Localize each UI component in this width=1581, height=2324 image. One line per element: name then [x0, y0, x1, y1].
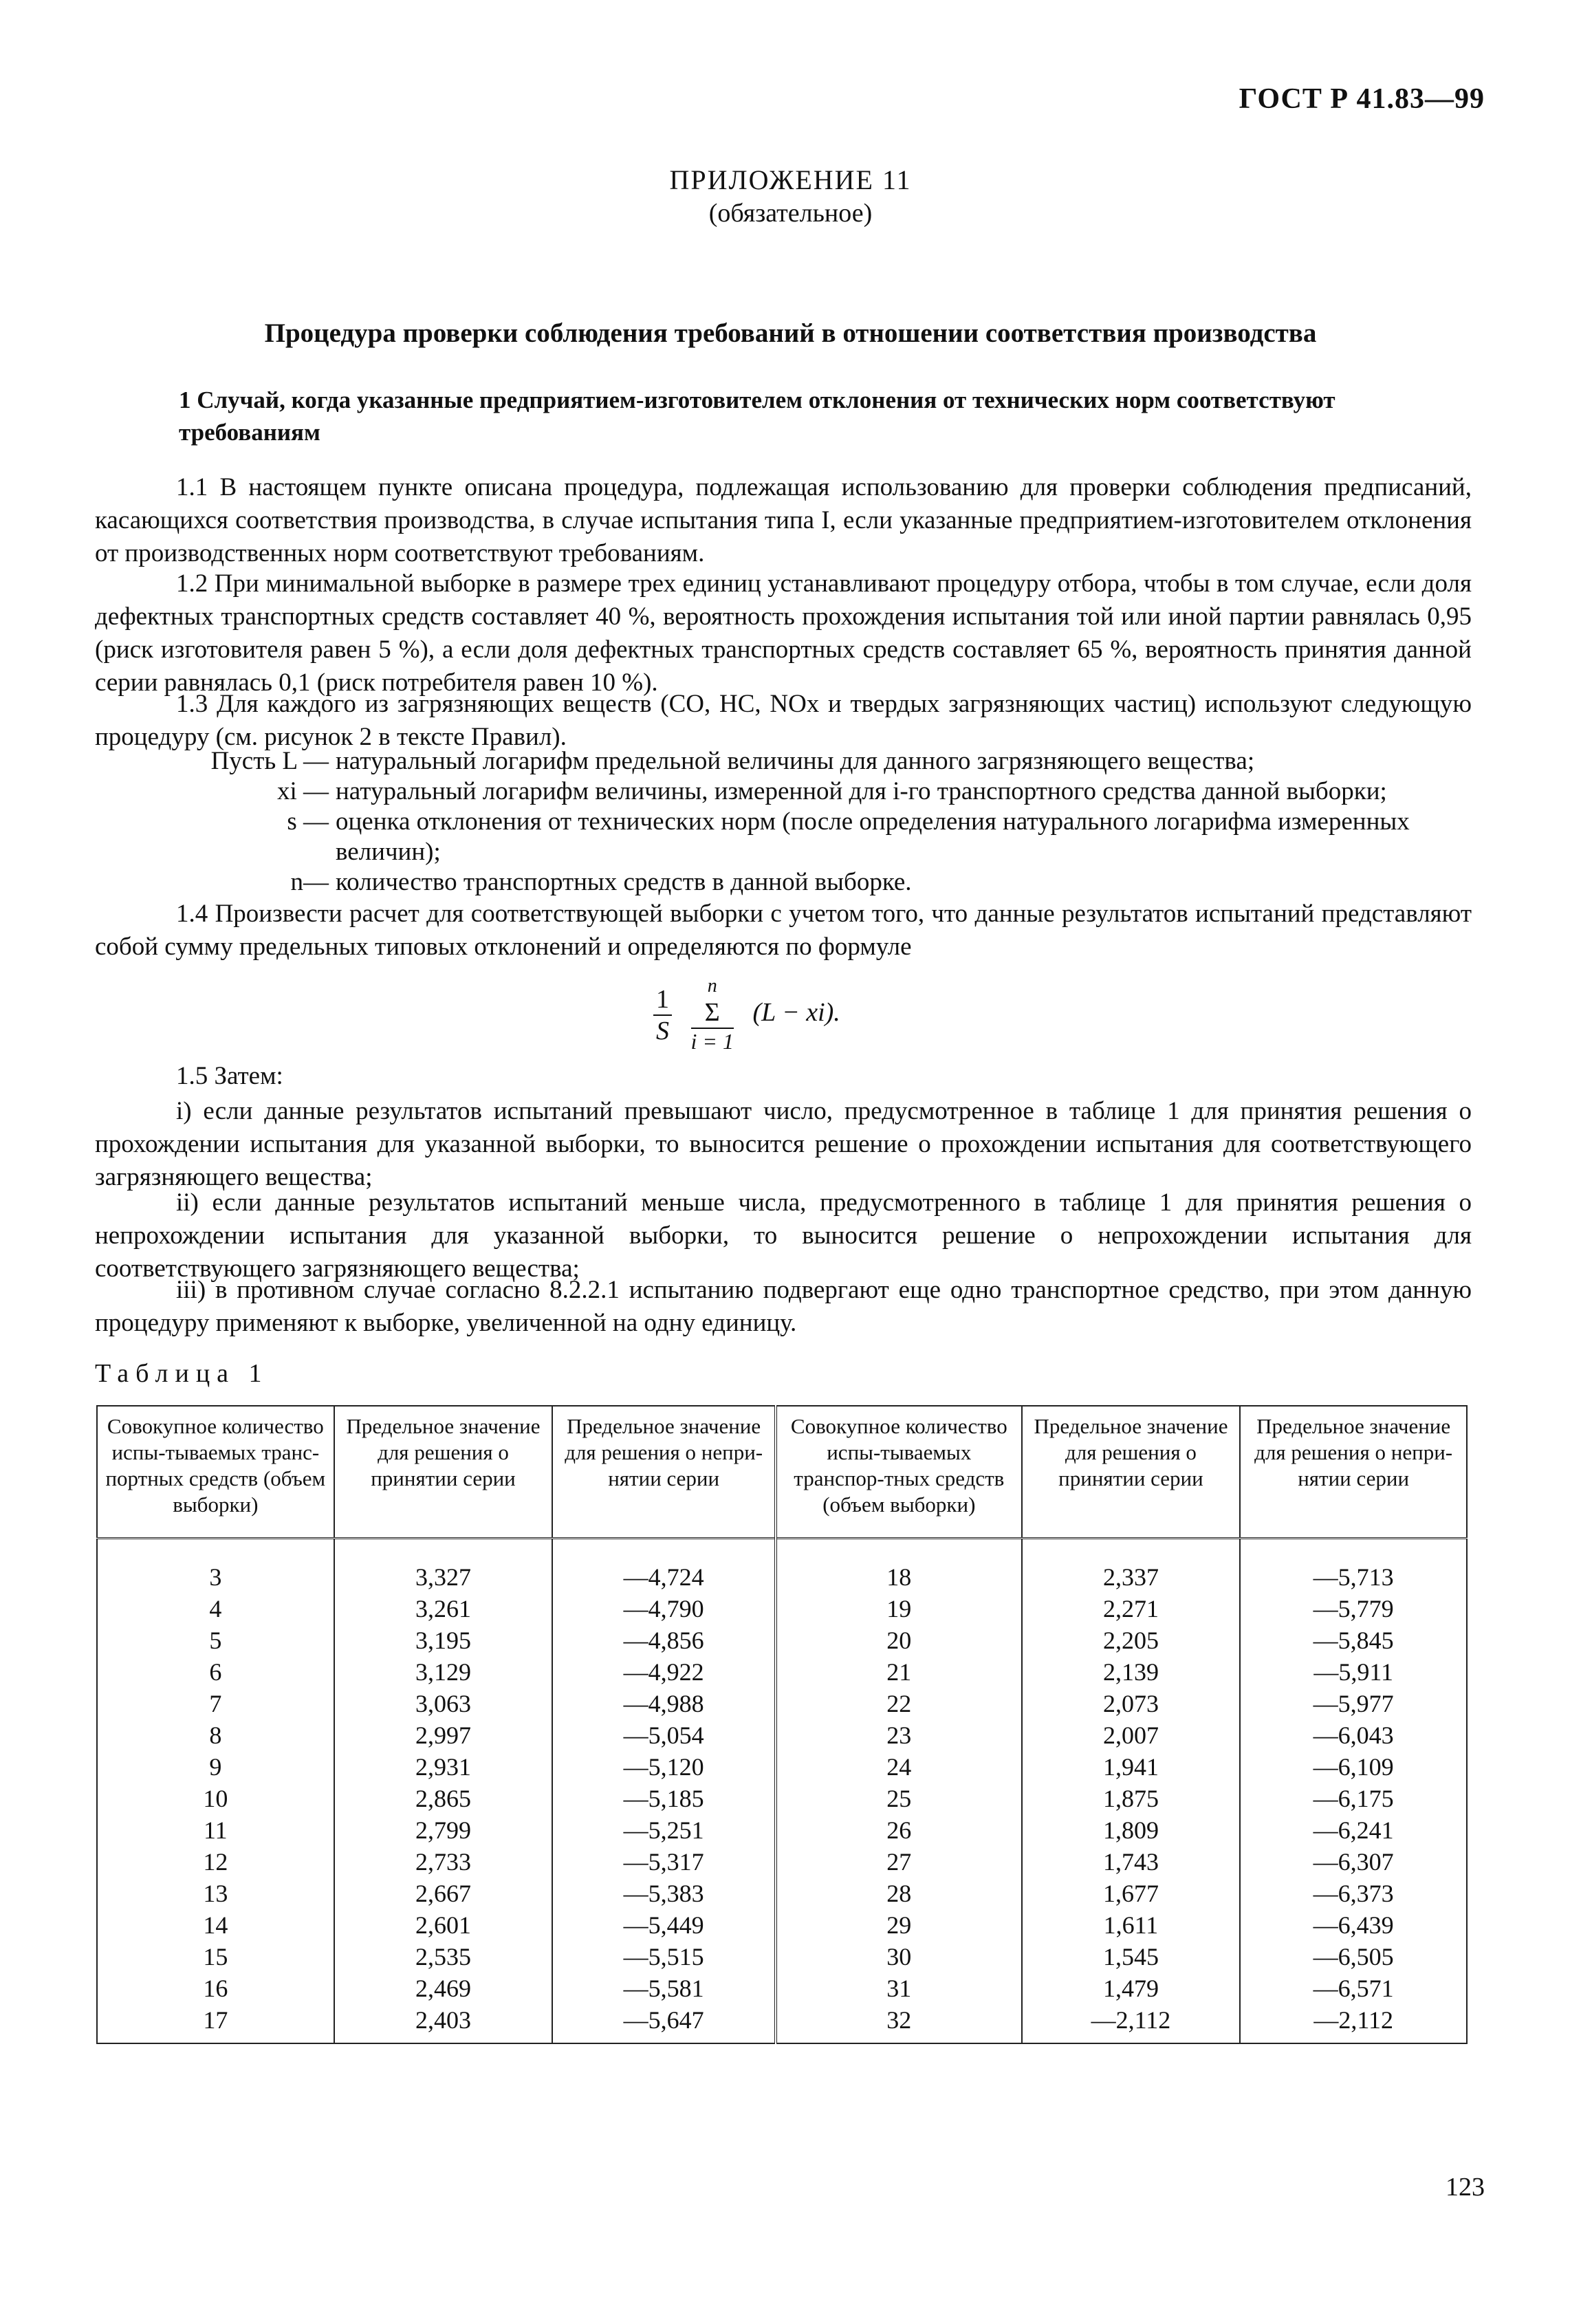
- formula-body: (L − xi).: [752, 998, 840, 1028]
- table-cell: —4,856: [552, 1625, 776, 1656]
- table-cell: 6: [97, 1656, 334, 1688]
- table-cell: 23: [776, 1719, 1022, 1751]
- definition-row: [95, 807, 1472, 867]
- limits-table: [96, 1405, 1468, 2044]
- table-cell: 22: [776, 1688, 1022, 1719]
- table-row: [97, 1688, 1467, 1719]
- table-cell: 12: [97, 1846, 334, 1878]
- table-cell: 14: [97, 1909, 334, 1941]
- paragraph-1-5: 1.5 Затем:: [176, 1062, 283, 1090]
- table-cell: 7: [97, 1688, 334, 1719]
- column-header: Совокупное количество испы-тываемых транс-портных средств (объем выборки): [97, 1406, 334, 1539]
- definitions-list: [95, 746, 1472, 898]
- table-cell: —5,449: [552, 1909, 776, 1941]
- table-cell: 1,611: [1022, 1909, 1241, 1941]
- formula-numerator: 1: [653, 984, 672, 1016]
- definition-term: n—: [290, 868, 329, 896]
- sum-formula: [653, 975, 840, 1054]
- table-cell: 28: [776, 1878, 1022, 1909]
- definition-term: xi —: [276, 777, 329, 805]
- table-cell: —5,647: [552, 2004, 776, 2043]
- definition-row: [95, 867, 1472, 898]
- table-row: [97, 1625, 1467, 1656]
- table-cell: —2,112: [1240, 2004, 1467, 2043]
- table-cell: —6,109: [1240, 1751, 1467, 1783]
- table-cell: 2,205: [1022, 1625, 1241, 1656]
- table-cell: —4,790: [552, 1593, 776, 1625]
- table-cell: 20: [776, 1625, 1022, 1656]
- definition-desc: натуральный логарифм величины, измеренной для i-го транспортного средства данной выборки;: [336, 777, 1387, 805]
- column-header: Предельное значение для решения о принятии серии: [334, 1406, 553, 1539]
- paragraph-1-2: 1.2 При минимальной выборке в размере трех единиц устанавливают процедуру отбора, чтобы в том случае, если доля дефектных транспортных средств составляет 40 %, вероятность прохождения испытания той или иной партии равнялась 0,95 (риск изготовителя равен 5 %), а если доля дефектных транспортных средств составляет 65 %, вероятность принятия данной серии равнялась 0,1 (риск потребителя равен 10 %).: [95, 569, 1472, 697]
- table-cell: 3,063: [334, 1688, 553, 1719]
- table-row: [97, 2004, 1467, 2043]
- table-row: [97, 1941, 1467, 1973]
- definition-term: s —: [287, 807, 329, 836]
- table-cell: 1,479: [1022, 1973, 1241, 2004]
- table-cell: 21: [776, 1656, 1022, 1688]
- table-row: [97, 1846, 1467, 1878]
- table-cell: 2,799: [334, 1814, 553, 1846]
- formula-sum-symbol: Σ: [691, 997, 734, 1029]
- definition-term: Пусть L —: [210, 747, 329, 775]
- table-cell: 2,865: [334, 1783, 553, 1814]
- table-cell: —5,779: [1240, 1593, 1467, 1625]
- table-cell: —5,383: [552, 1878, 776, 1909]
- table-row: [97, 1973, 1467, 2004]
- table-cell: —2,112: [1022, 2004, 1241, 2043]
- definition-desc: оценка отклонения от технических норм (после определения натурального логарифма измеренных величин);: [336, 807, 1410, 866]
- definition-row: [95, 777, 1472, 807]
- table-header-row: [97, 1406, 1467, 1539]
- table-cell: —4,922: [552, 1656, 776, 1688]
- table-cell: 31: [776, 1973, 1022, 2004]
- table-row: [97, 1751, 1467, 1783]
- table-cell: —4,724: [552, 1539, 776, 1594]
- table-cell: 2,667: [334, 1878, 553, 1909]
- table-cell: 10: [97, 1783, 334, 1814]
- column-header: Предельное значение для решения о непри-нятии серии: [552, 1406, 776, 1539]
- table-cell: —4,988: [552, 1688, 776, 1719]
- table-cell: 3,327: [334, 1539, 553, 1594]
- table-cell: —6,505: [1240, 1941, 1467, 1973]
- table-cell: —5,977: [1240, 1688, 1467, 1719]
- table-cell: 1,545: [1022, 1941, 1241, 1973]
- table-cell: 18: [776, 1539, 1022, 1594]
- table-cell: 29: [776, 1909, 1022, 1941]
- table-cell: —5,185: [552, 1783, 776, 1814]
- table-body: [97, 1539, 1467, 2044]
- paragraph-1-4: 1.4 Произвести расчет для соответствующей выборки с учетом того, что данные результатов испытаний представляют собой сумму предельных типовых отклонений и определяются по формуле: [95, 900, 1472, 961]
- paragraph-1-1: 1.1 В настоящем пункте описана процедура, подлежащая использованию для проверки соблюдения предписаний, касающихся соответствия производства, в случае испытания типа I, если указанные предприятием-изготовителем отклонения от производственных норм соответствуют требованиям.: [95, 473, 1472, 567]
- formula-fraction: [653, 984, 672, 1046]
- table-row: [97, 1909, 1467, 1941]
- table-cell: 3,261: [334, 1593, 553, 1625]
- table-row: [97, 1878, 1467, 1909]
- table-cell: 4: [97, 1593, 334, 1625]
- paragraph-1-3: 1.3 Для каждого из загрязняющих веществ (СО, НС, NOx и твердых загрязняющих частиц) используют следующую процедуру (см. рисунок 2 в тексте Правил).: [95, 690, 1472, 751]
- procedure-title: Процедура проверки соблюдения требований в отношении соответствия производства: [264, 318, 1317, 348]
- table-cell: 15: [97, 1941, 334, 1973]
- table-cell: —6,307: [1240, 1846, 1467, 1878]
- table-cell: 1,941: [1022, 1751, 1241, 1783]
- table-cell: 2,139: [1022, 1656, 1241, 1688]
- paragraph-i: i) если данные результатов испытаний превышают число, предусмотренное в таблице 1 для принятия решения о прохождении испытания для указанной выборки, то выносится решение о прохождении испытания для соответствующего загрязняющего вещества;: [95, 1097, 1472, 1191]
- table-cell: 1,875: [1022, 1783, 1241, 1814]
- table-row: [97, 1539, 1467, 1594]
- table-cell: 27: [776, 1846, 1022, 1878]
- section-title: 1 Случай, когда указанные предприятием-изготовителем отклонения от технических норм соответствуют требованиям: [179, 387, 1335, 446]
- appendix-title: ПРИЛОЖЕНИЕ 11: [669, 164, 912, 195]
- table-cell: 2,469: [334, 1973, 553, 2004]
- table-cell: —5,845: [1240, 1625, 1467, 1656]
- table-cell: —5,515: [552, 1941, 776, 1973]
- column-header: Предельное значение для решения о непри-нятии серии: [1240, 1406, 1467, 1539]
- definition-desc: количество транспортных средств в данной выборке.: [336, 868, 912, 896]
- definition-row: [95, 746, 1472, 777]
- appendix-subtitle: (обязательное): [708, 199, 873, 228]
- table-cell: 2,535: [334, 1941, 553, 1973]
- column-header: Предельное значение для решения о принятии серии: [1022, 1406, 1241, 1539]
- table-cell: —6,043: [1240, 1719, 1467, 1751]
- table-cell: 2,337: [1022, 1539, 1241, 1594]
- table-cell: 19: [776, 1593, 1022, 1625]
- table-cell: 17: [97, 2004, 334, 2043]
- table-cell: 1,677: [1022, 1878, 1241, 1909]
- table-cell: —5,713: [1240, 1539, 1467, 1594]
- table-row: [97, 1593, 1467, 1625]
- paragraph-iii: iii) в противном случае согласно 8.2.2.1 испытанию подвергают еще одно транспортное средство, при этом данную процедуру применяют к выборке, увеличенной на одну единицу.: [95, 1276, 1472, 1337]
- table-row: [97, 1783, 1467, 1814]
- table-cell: —6,373: [1240, 1878, 1467, 1909]
- page-number: 123: [1446, 2173, 1485, 2202]
- table-cell: 2,007: [1022, 1719, 1241, 1751]
- formula-sum-bottom: i = 1: [690, 1029, 734, 1054]
- paragraph-ii: ii) если данные результатов испытаний меньше числа, предусмотренного в таблице 1 для принятия решения о непрохождении испытания для указанной выборки, то выносится решение о непрохождении испытания для соответствующего загрязняющего вещества;: [95, 1188, 1472, 1283]
- table-cell: —6,571: [1240, 1973, 1467, 2004]
- table-cell: 2,601: [334, 1909, 553, 1941]
- table-cell: —5,054: [552, 1719, 776, 1751]
- table-cell: 1,743: [1022, 1846, 1241, 1878]
- table-cell: 25: [776, 1783, 1022, 1814]
- formula-denominator: S: [656, 1016, 669, 1045]
- table-cell: 5: [97, 1625, 334, 1656]
- table-cell: 8: [97, 1719, 334, 1751]
- table-cell: 2,403: [334, 2004, 553, 2043]
- table-row: [97, 1656, 1467, 1688]
- table-cell: —5,317: [552, 1846, 776, 1878]
- table-cell: 9: [97, 1751, 334, 1783]
- table-cell: 26: [776, 1814, 1022, 1846]
- table-cell: 1,809: [1022, 1814, 1241, 1846]
- table-cell: 30: [776, 1941, 1022, 1973]
- table-cell: 32: [776, 2004, 1022, 2043]
- table-cell: 3,129: [334, 1656, 553, 1688]
- table-cell: 2,997: [334, 1719, 553, 1751]
- table-cell: —6,175: [1240, 1783, 1467, 1814]
- definition-desc: натуральный логарифм предельной величины для данного загрязняющего вещества;: [336, 747, 1255, 775]
- table-cell: 2,931: [334, 1751, 553, 1783]
- table-row: [97, 1814, 1467, 1846]
- table-cell: —6,439: [1240, 1909, 1467, 1941]
- table-cell: —6,241: [1240, 1814, 1467, 1846]
- standard-number: ГОСТ Р 41.83—99: [1239, 83, 1485, 115]
- table-cell: 24: [776, 1751, 1022, 1783]
- table-cell: 2,073: [1022, 1688, 1241, 1719]
- table-row: [97, 1719, 1467, 1751]
- formula-sum: [691, 975, 734, 1054]
- formula-sum-top: n: [707, 975, 717, 997]
- table-cell: —5,251: [552, 1814, 776, 1846]
- table-cell: 2,733: [334, 1846, 553, 1878]
- table-cell: 3: [97, 1539, 334, 1594]
- table-cell: —5,911: [1240, 1656, 1467, 1688]
- table-cell: 13: [97, 1878, 334, 1909]
- table-cell: 2,271: [1022, 1593, 1241, 1625]
- table-cell: —5,120: [552, 1751, 776, 1783]
- table-cell: —5,581: [552, 1973, 776, 2004]
- table-cell: 16: [97, 1973, 334, 2004]
- table-caption: Таблица 1: [95, 1359, 269, 1388]
- column-header: Совокупное количество испы-тываемых транспор-тных средств (объем выборки): [776, 1406, 1022, 1539]
- table-cell: 3,195: [334, 1625, 553, 1656]
- table-cell: 11: [97, 1814, 334, 1846]
